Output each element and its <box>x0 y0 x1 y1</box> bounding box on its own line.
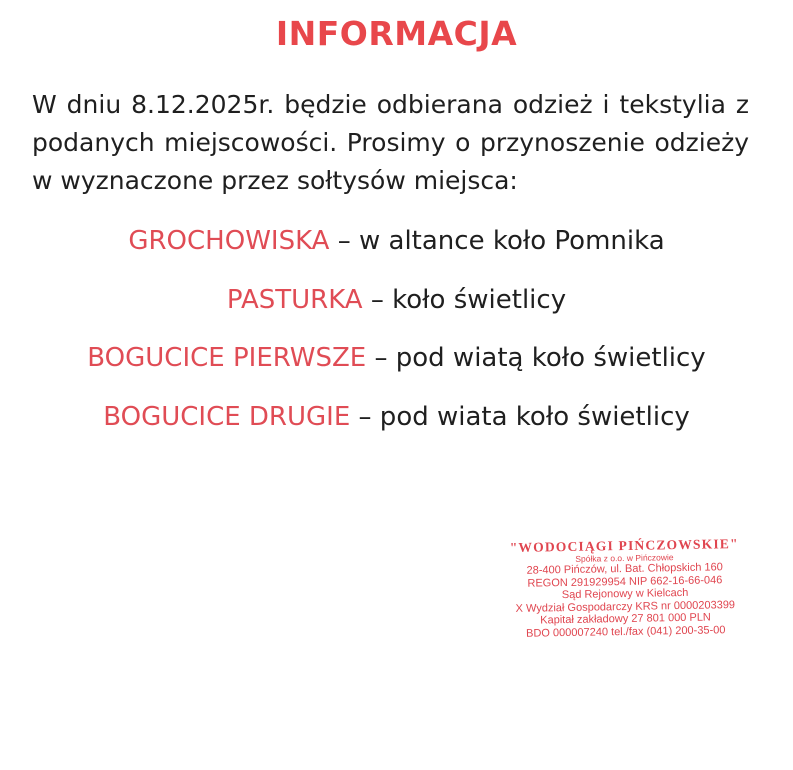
stamp-subtitle: Spółka z o.o. w Pińczowie <box>575 552 674 564</box>
location-name: PASTURKA <box>226 285 363 315</box>
location-name: GROCHOWISKA <box>128 226 330 256</box>
location-description: – pod wiata koło świetlicy <box>350 402 690 432</box>
stamp-bdo-phone: BDO 000007240 tel./fax (041) 200-35-00 <box>525 624 726 640</box>
location-description: – pod wiatą koło świetlicy <box>366 343 706 373</box>
stamp-address: 28-400 Pińczów, ul. Bat. Chłopskich 160 <box>526 561 723 577</box>
stamp-title: "WODOCIĄGI PIŃCZOWSKIE" <box>509 536 739 556</box>
location-description: – koło świetlicy <box>362 285 567 315</box>
location-item <box>0 343 793 373</box>
location-name: BOGUCICE PIERWSZE <box>87 343 367 373</box>
page-title: INFORMACJA <box>275 14 518 53</box>
stamp-regon-nip: REGON 291929954 NIP 662-16-66-046 <box>527 573 723 590</box>
location-item <box>0 402 793 432</box>
stamp-krs: X Wydział Gospodarczy KRS nr 0000203399 <box>515 598 736 615</box>
intro-paragraph: W dniu 8.12.2025r. będzie odbierana odzież i tekstylia z podanych miejscowości. Prosimy o przynoszenie odzieży w wyznaczone przez sołtysów miejsca: <box>32 90 749 195</box>
location-name: BOGUCICE DRUGIE <box>103 402 351 432</box>
location-item <box>0 285 793 315</box>
stamp-court: Sąd Rejonowy w Kielcach <box>561 587 689 602</box>
stamp-capital: Kapitał zakładowy 27 801 000 PLN <box>540 611 711 627</box>
company-stamp <box>489 536 761 641</box>
location-description: – w altance koło Pomnika <box>329 226 665 256</box>
location-item <box>0 226 793 256</box>
